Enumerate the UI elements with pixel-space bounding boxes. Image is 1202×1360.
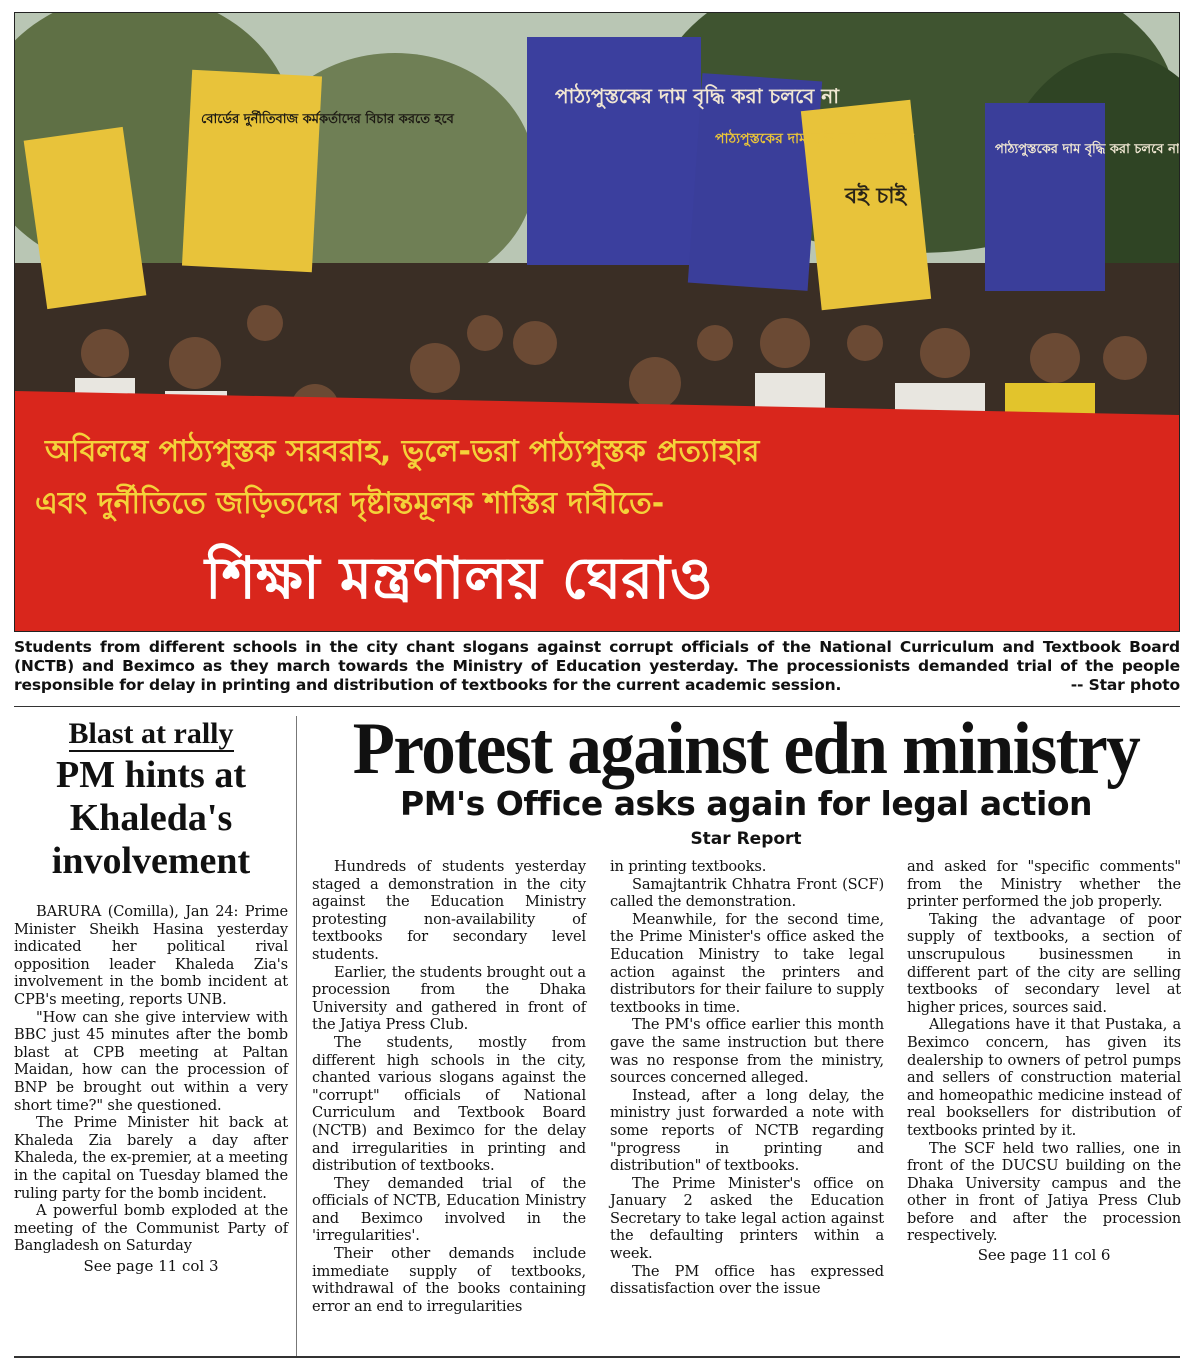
main-paragraph: and asked for "specific comments" from the Ministry whether the printer performed the job properly. — [907, 858, 1181, 911]
main-paragraph: They demanded trial of the officials of NCTB, Education Ministry and Beximco involved in the 'irregularities'. — [312, 1174, 586, 1245]
main-paragraph: The PM office has expressed dissatisfaction over the issue — [610, 1262, 884, 1298]
main-paragraph: Hundreds of students yesterday staged a demonstration in the city against the Education Ministry protesting non-availability of textbooks for secondary level students. — [312, 858, 586, 963]
left-kicker-text: Blast at rally — [68, 717, 234, 750]
main-paragraph: Samajtantrik Chhatra Front (SCF) called the demonstration. — [610, 875, 884, 911]
photo-caption — [14, 638, 1180, 695]
caption-text: Students from different schools in the city chant slogans against corrupt officials of the National Curriculum and Textbook Board (NCTB) and Beximco as they march towards the Ministry of Education yesterday. The processionists demanded trial of the people responsible for delay in printing and distribution of textbooks for the current academic session. — [14, 638, 1180, 694]
main-paragraph: The Prime Minister's office on January 2 asked the Education Secretary to take legal action against the defaulting printers within a week. — [610, 1174, 884, 1263]
main-paragraph: The PM's office earlier this month gave the same instruction but there was no response from the ministry, sources concerned alleged. — [610, 1016, 884, 1087]
left-paragraph: The Prime Minister hit back at Khaleda Zia barely a day after Khaleda, the ex-premier, at a meeting in the capital on Tuesday blamed the ruling party for the bomb incident. — [14, 1114, 288, 1202]
news-photo — [14, 12, 1180, 632]
left-paragraph: A powerful bomb exploded at the meeting of the Communist Party of Bangladesh on Saturday — [14, 1202, 288, 1255]
main-column-3 — [907, 858, 1181, 1265]
placard-text-5: পাঠ্যপুস্তকের দাম বৃদ্ধি করা চলবে না — [995, 142, 1180, 157]
main-paragraph: Their other demands include immediate supply of textbooks, withdrawal of the books containing error an end to irregularities — [312, 1245, 586, 1315]
photo-illustration — [15, 13, 1180, 632]
left-paragraph: "How can she give interview with BBC just 45 minutes after the bomb blast at CPB meeting at Paltan Maidan, how can the procession of BNP be brought out within a very short time?" she questioned. — [14, 1008, 288, 1114]
main-paragraph: Earlier, the students brought out a procession from the Dhaka University and gathered in front of the Jatiya Press Club. — [312, 963, 586, 1034]
main-paragraph: Allegations have it that Pustaka, a Beximco concern, has given its dealership to owners of petrol pumps and sellers of construction material and homeopathic medicine instead of real booksellers for distribution of textbooks printed by it. — [907, 1016, 1181, 1139]
main-paragraph: Meanwhile, for the second time, the Prime Minister's office asked the Education Ministry to take legal action against the printers and distributors for their failure to supply textbooks in time. — [610, 910, 884, 1016]
banner-line-2: এবং দুর্নীতিতে জড়িতদের দৃষ্টান্তমূলক শাস্তির দাবীতে- — [35, 486, 665, 521]
main-paragraph: Taking the advantage of poor supply of textbooks, a section of unscrupulous businessmen in different part of the city are selling textbooks of secondary level at higher prices, sources said. — [907, 910, 1181, 1016]
protest-banner — [15, 391, 1180, 632]
placard-text-4: বই চাই — [845, 184, 907, 209]
left-story — [14, 716, 288, 1275]
banner-line-3: শিক্ষা মন্ত্রণালয় ঘেরাও — [205, 544, 713, 612]
left-kicker — [14, 716, 288, 752]
bottom-rule — [14, 1356, 1180, 1358]
left-see-page: See page 11 col 3 — [83, 1256, 219, 1275]
placard-yellow-2 — [182, 70, 322, 273]
column-divider — [296, 716, 297, 1356]
main-paragraph: Instead, after a long delay, the ministry just forwarded a note with some reports of NCTB regarding "progress in printing and distribution" of textbooks. — [610, 1086, 884, 1175]
placard-text-3: বোর্ডের দুর্নীতিবাজ কর্মকর্তাদের বিচার করতে হবে — [201, 112, 454, 127]
banner-line-1: অবিলম্বে পাঠ্যপুস্তক সরবরাহ, ভুলে-ভরা পাঠ্যপুস্তক প্রত্যাহার — [45, 434, 760, 469]
main-headline: Protest against edn ministry — [352, 707, 1140, 790]
left-paragraph: BARURA (Comilla), Jan 24: Prime Minister Sheikh Hasina yesterday indicated her political rival opposition leader Khaleda Zia's involvement in the bomb incident at CPB's meeting, reports UNB. — [14, 903, 288, 1008]
main-paragraph: The students, mostly from different high schools in the city, chanted various slogans against the "corrupt" officials of National Curriculum and Textbook Board (NCTB) and Beximco for the delay and irregularities in printing and distribution of textbooks. — [312, 1033, 586, 1175]
main-paragraph: in printing textbooks. — [610, 858, 767, 875]
main-column-1 — [312, 858, 586, 1315]
main-subhead: PM's Office asks again for legal action — [400, 784, 1092, 823]
main-paragraph: The SCF held two rallies, one in front of the DUCSU building on the Dhaka University campus and the other in front of Jatiya Press Club before and after the procession respectively. — [907, 1139, 1181, 1245]
left-headline: PM hints at Khaleda's involvement — [51, 754, 251, 882]
placard-blue-3 — [985, 103, 1105, 291]
main-see-page: See page 11 col 6 — [977, 1246, 1111, 1265]
placard-text-1: পাঠ্যপুস্তকের দাম বৃদ্ধি করা চলবে না — [555, 84, 839, 108]
photo-credit: -- Star photo — [1070, 676, 1180, 694]
byline: Star Report — [690, 829, 802, 849]
main-column-2 — [610, 858, 884, 1298]
left-body — [14, 903, 288, 1255]
placard-text-2: পাঠ্যপুস্তকের দাম বৃদ্ধি করা চলবে না — [715, 131, 914, 147]
placard-blue-1 — [527, 37, 701, 265]
